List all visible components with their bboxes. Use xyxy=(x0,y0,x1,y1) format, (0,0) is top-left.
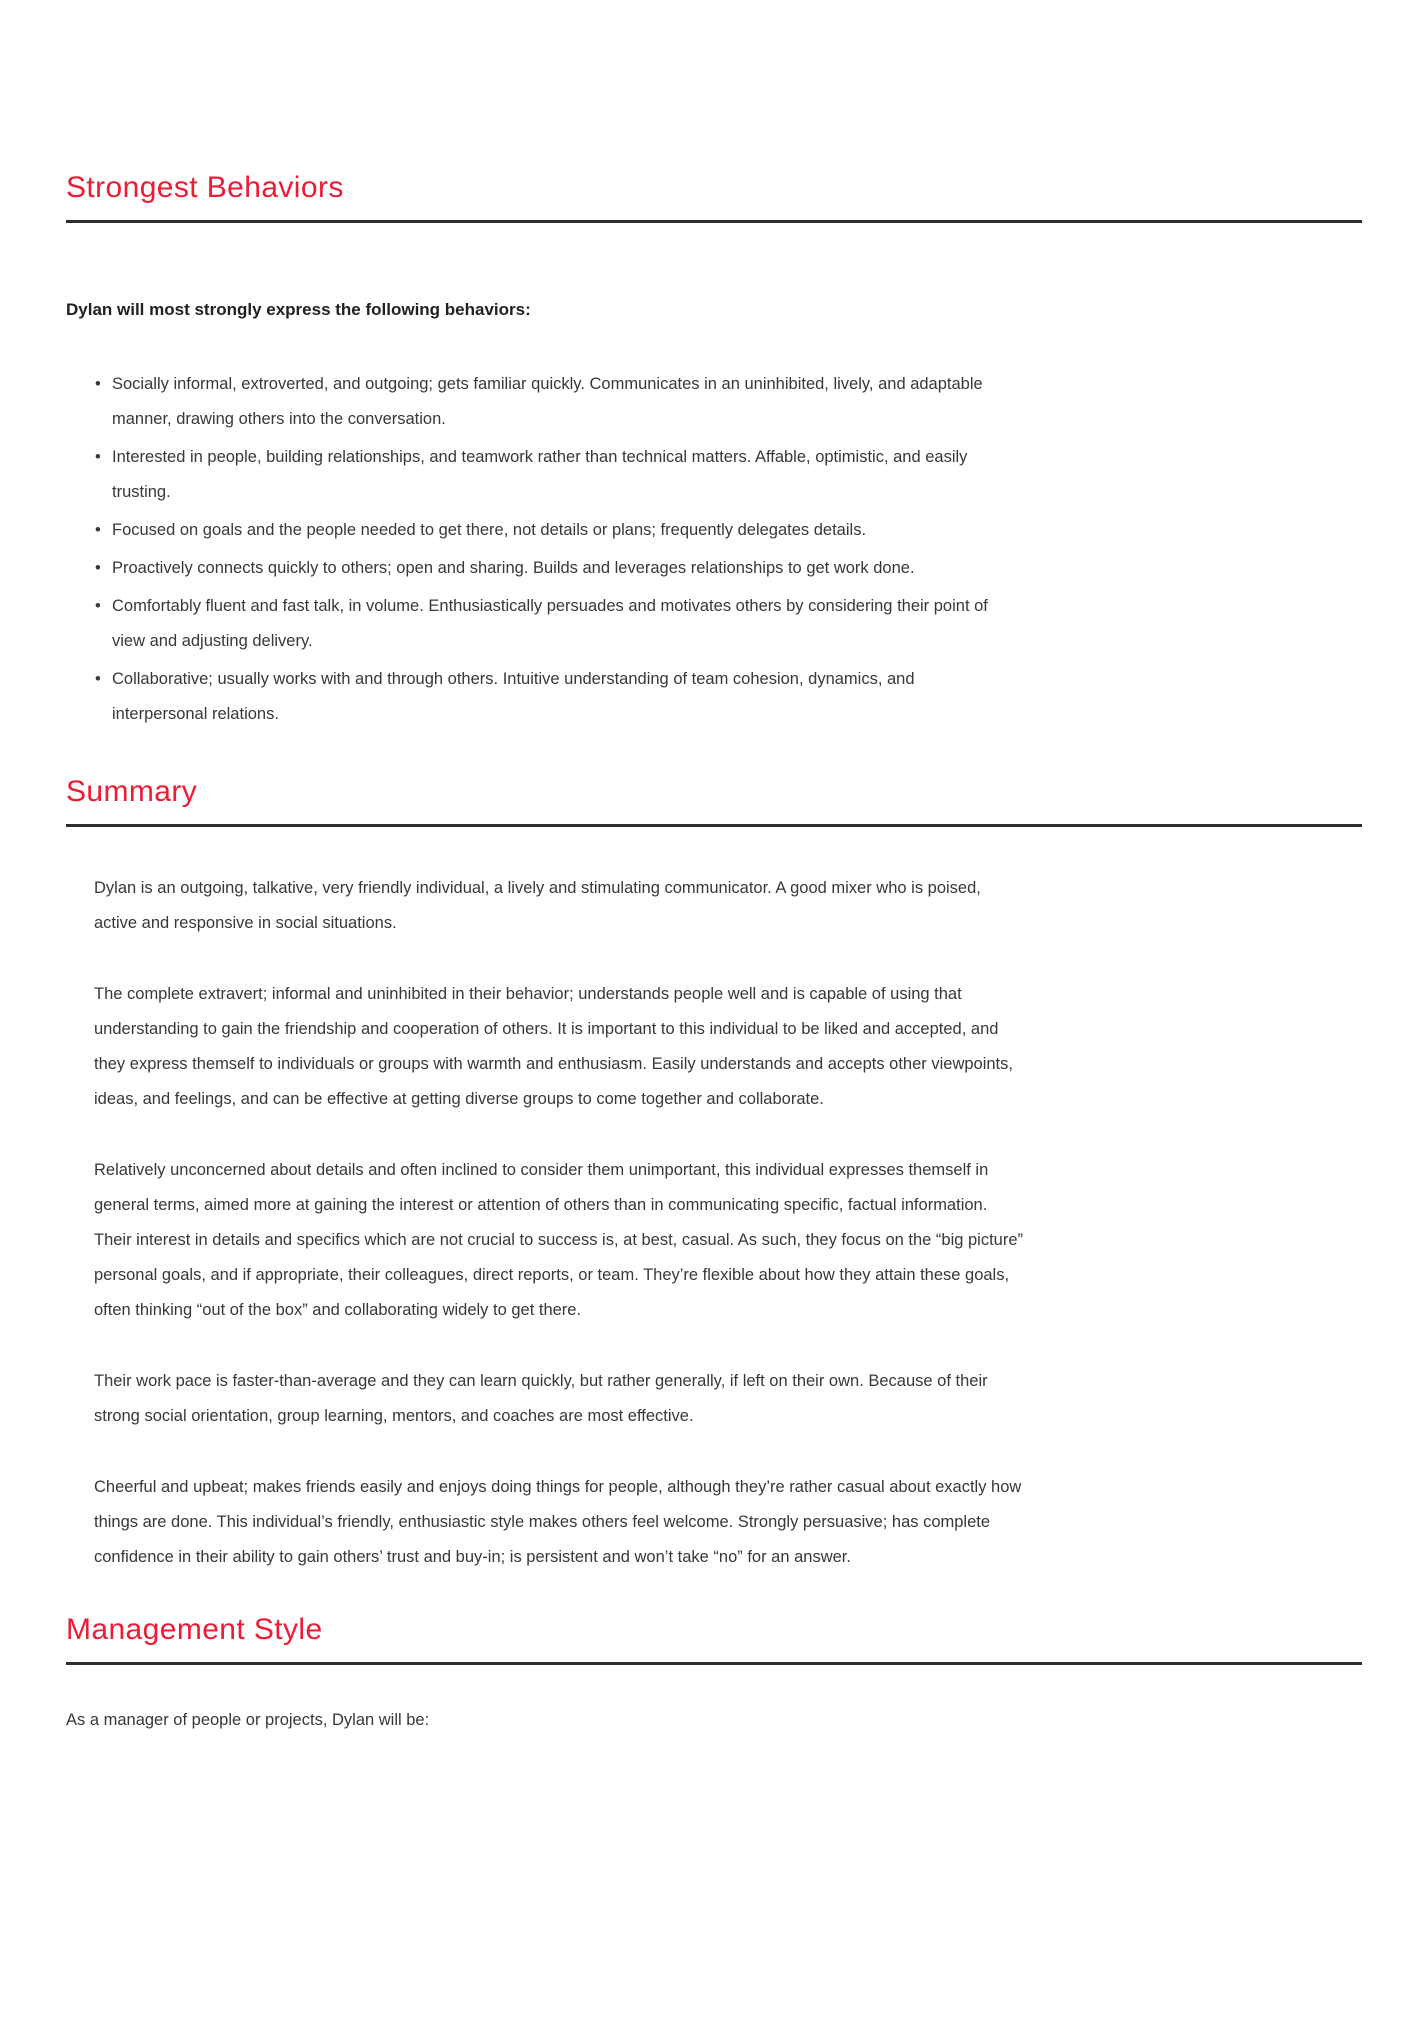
section-management-style xyxy=(66,1615,1362,1731)
summary-paragraph: Dylan is an outgoing, talkative, very friendly individual, a lively and stimulating communicator. A good mixer who is poised, active and responsive in social situations. xyxy=(94,879,981,932)
section-summary xyxy=(66,777,1362,1575)
summary-paragraph: Their work pace is faster-than-average and they can learn quickly, but rather generally, if left on their own. Because of their strong social orientation, group learning, mentors, and coaches are most effective. xyxy=(94,1372,988,1425)
section-divider xyxy=(66,220,1362,223)
management-style-intro: As a manager of people or projects, Dylan will be: xyxy=(66,1711,430,1729)
summary-paragraphs xyxy=(66,871,1362,1575)
summary-paragraph: Cheerful and upbeat; makes friends easily and enjoys doing things for people, although they’re rather casual about exactly how things are done. This individual’s friendly, enthusiastic style makes others feel welcome. Strongly persuasive; has complete confidence in their ability to gain others’ trust and buy-in; is persistent and won’t take “no” for an answer. xyxy=(94,1478,1022,1566)
behavior-bullet-item: • Proactively connects quickly to others; open and sharing. Builds and leverages relationships to get work done. xyxy=(95,551,1000,586)
section-divider xyxy=(66,824,1362,827)
strongest-behaviors-intro: Dylan will most strongly express the following behaviors: xyxy=(66,300,531,319)
summary-paragraph: Relatively unconcerned about details and often inclined to consider them unimportant, this individual expresses themself in general terms, aimed more at gaining the interest or attention of others than in communicating specific, factual information. Their interest in details and specifics which are not crucial to success is, at best, casual. As such, they focus on the “big picture” personal goals, and if appropriate, their colleagues, direct reports, or team. They’re flexible about how they attain these goals, often thinking “out of the box” and collaborating widely to get there. xyxy=(94,1161,1024,1319)
summary-title: Summary xyxy=(66,775,198,808)
section-divider xyxy=(66,1662,1362,1665)
behavior-bullet-item: • Interested in people, building relationships, and teamwork rather than technical matters. Affable, optimistic, and easily trusting. xyxy=(95,440,1000,510)
summary-paragraph: The complete extravert; informal and uninhibited in their behavior; understands people well and is capable of using that understanding to gain the friendship and cooperation of others. It is important to this individual to be liked and accepted, and they express themself to individuals or groups with warmth and enthusiasm. Easily understands and accepts other viewpoints, ideas, and feelings, and can be effective at getting diverse groups to come together and collaborate. xyxy=(94,985,1013,1108)
behavior-bullet-item: • Comfortably fluent and fast talk, in volume. Enthusiastically persuades and motivates others by considering their point of view and adjusting delivery. xyxy=(95,589,1000,659)
behavior-bullet-item: • Focused on goals and the people needed to get there, not details or plans; frequently delegates details. xyxy=(95,513,1000,548)
strongest-behaviors-title: Strongest Behaviors xyxy=(66,171,344,204)
behavior-bullet-item: • Collaborative; usually works with and through others. Intuitive understanding of team cohesion, dynamics, and interpersonal relations. xyxy=(95,662,1000,732)
management-style-title: Management Style xyxy=(66,1613,323,1646)
behaviors-list xyxy=(95,367,1000,732)
behavior-bullet-item: • Socially informal, extroverted, and outgoing; gets familiar quickly. Communicates in an uninhibited, lively, and adaptable manner, drawing others into the conversation. xyxy=(95,367,1000,437)
section-strongest-behaviors xyxy=(66,0,1362,732)
